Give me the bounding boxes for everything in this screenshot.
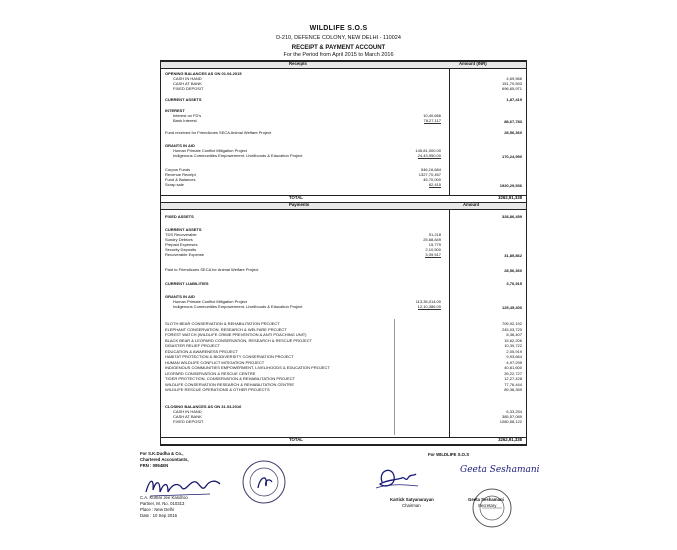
auditor-firm-type: Chartered Accountants,: [140, 457, 189, 462]
project-row-label: HUMAN WILDLIFE CONFLICT MITIGATION PROJECT: [165, 359, 265, 365]
col-amount-2: Amount: [463, 202, 480, 207]
payments-grant-hpc: Human Primate Conflict Mitigation Project: [173, 299, 248, 304]
sundry-debtors: Sundry Debtors: [165, 237, 193, 242]
signing-date: Date : 10 Sep 2016: [140, 513, 178, 518]
interest-total: 88,67,783: [504, 119, 522, 124]
project-row-amount: 40,81,600: [504, 365, 522, 370]
project-row-label: WILDLIFE CONSERVATION RESEARCH & REHABILITATION CENTRE: [165, 381, 294, 387]
project-row-amount: 10,39,722: [504, 343, 522, 348]
auditor-stamp: [240, 458, 288, 506]
statement-title: RECEIPT & PAYMENT ACCOUNT: [291, 45, 386, 51]
current-liabilities: CURRENT LIABILITIES: [165, 281, 209, 286]
project-row-amount: 39,22,727: [504, 370, 522, 376]
receipts-current-assets-amount: 1,87,419: [506, 97, 522, 102]
paid-friendicoes-amount: 28,56,360: [504, 268, 522, 273]
payments-grant-icep: Indigenous Communities Empowerment, Livelihoods & Education Project: [173, 304, 303, 309]
auditor-frn: FRN : 0954EN: [140, 463, 169, 468]
closing-balance-head: CLOSING BALANCES AS ON 31.03.2016: [165, 404, 242, 409]
payments-header: [161, 202, 526, 210]
project-row-amount: 245,03,720: [501, 326, 522, 332]
opening-cash-in-hand-amount: 4,69,566: [506, 76, 522, 81]
partner-name: C.A. Kumar Jee Kandroo: [140, 495, 188, 500]
project-row-label: ELEPHANT CONSERVATION, RESEARCH & WELFARE PROJECT: [165, 326, 287, 332]
project-row-amount: 77,76,444: [504, 381, 522, 387]
opening-fixed-deposit: FIXED DEPOSIT: [173, 86, 204, 91]
payments-grants-head: GRANTS IN AID: [165, 294, 195, 299]
payments-grant-hpc-amount: 113,35,014.00: [415, 299, 441, 304]
secretary-signature: Geeta Seshamani: [460, 465, 540, 475]
for-org: For WILDLIFE S.O.S: [428, 452, 470, 457]
project-row-amount: 2,05,919: [506, 348, 522, 354]
revenue-receipt-amount: 1327,70,457: [418, 172, 441, 177]
secretary-name: Geeta Seshamani: [468, 497, 504, 502]
project-row-amount: 9,93,664: [506, 354, 522, 359]
fixed-assets-amount: 328,86,459: [501, 214, 522, 219]
payments-grant-icep-amount: 12,10,386.00: [417, 304, 441, 309]
project-row-amount: 15,62,206: [504, 337, 522, 343]
project-row-label: BLACK BEAR & LEOPARD CONSERVATION, RESEARCH & RESCUE PROJECT: [165, 337, 313, 343]
payments-grand-total: 3262,91,338: [498, 437, 522, 442]
column-divider: [449, 61, 450, 445]
closing-cash-in-hand: CASH IN HAND: [173, 409, 202, 414]
opening-balance-head: OPENING BALANCES AS ON 01.04.2015: [165, 71, 242, 76]
fund-friendicoes-amount: 28,56,360: [504, 130, 522, 135]
col-receipts: Receipts: [289, 61, 307, 66]
misc-receipts-total: 1920,29,536: [499, 183, 522, 188]
sundry-debtors-amount: 25,68,849: [423, 237, 441, 242]
project-row-label: LEOPARD CONSERVATION & RESCUE CENTRE: [165, 370, 256, 376]
fund-balances: Fund & Balances: [165, 177, 196, 182]
project-row-label: WILDLIFE RESCUE OPERATIONS & OTHER PROJECTS: [165, 387, 270, 392]
statement-period: For the Period from April 2015 to March 2016: [283, 52, 394, 58]
receipts-grant-hpc-amount: 145,81,000.00: [415, 148, 441, 153]
receipts-grants-head: GRANTS IN AID: [165, 143, 195, 148]
closing-cash-in-hand-amount: 6,33,254: [506, 409, 522, 414]
current-liabilities-amount: 3,76,915: [506, 281, 522, 286]
paid-friendicoes: Paid to Friendicoes SECA for Animal Welfare Project: [165, 267, 259, 272]
org-name: WILDLIFE S.O.S: [309, 25, 368, 32]
interest-on-fd-amount: 10,40,666: [423, 113, 441, 118]
receipts-total-label: TOTAL: [289, 195, 303, 200]
payments-total-row: [161, 437, 526, 445]
opening-cash-at-bank: CASH AT BANK: [173, 81, 202, 86]
tds-recoverable-amount: 51,218: [428, 232, 441, 237]
scrap-sale-amount: 82,415: [428, 182, 441, 187]
project-row-amount: 8,36,407: [506, 332, 522, 337]
closing-cash-at-bank-amount: 385,57,089: [501, 414, 522, 419]
receipts-grant-icep-amount: 24,43,950.00: [417, 153, 441, 158]
chairman-signature: [372, 462, 420, 494]
project-row-label: TIGER PROTECTION, CONSERVATION & REHABILITATION PROJECT: [165, 376, 296, 381]
fixed-assets: FIXED ASSETS: [165, 214, 194, 219]
payments-total-label: TOTAL: [289, 437, 303, 442]
receipts-grant-hpc: Human Primate Conflict Mitigation Project: [173, 148, 248, 153]
auditor-firm: For S.K.Dudha & Co.,: [140, 451, 184, 456]
payments-grants-total: 125,45,400: [501, 305, 522, 310]
chairman-name: Kartick Satyanarayan: [390, 497, 434, 502]
receipts-grants-total: 170,24,950: [501, 154, 522, 159]
recoverable-expense-amount: 3,39,517: [425, 252, 441, 257]
receipts-grand-total: 3262,91,338: [498, 195, 522, 200]
project-row-label: FOREST WATCH (WILDLIFE CRIME PREVENTION & ANTI POACHING UNIT): [165, 332, 307, 337]
col-amount: Amount (INR): [459, 61, 487, 66]
recoverable-expense: Recoverable Expense: [165, 252, 205, 257]
subcolumn-divider: [394, 319, 395, 435]
interest-head: INTEREST: [165, 108, 185, 113]
project-row-label: DISASTER RELIEF PROJECT: [165, 343, 220, 348]
partner-membership: Partner, M. No. 010313: [140, 501, 185, 506]
bank-interest-amount: 78,27,117: [423, 118, 441, 123]
corpus-funds: Corpus Funds: [165, 167, 191, 172]
scrap-sale: Scrap sale: [165, 182, 184, 187]
security-deposits: Security Deposits: [165, 247, 197, 252]
project-row-label: HABITAT PROTECTION & BIODIVERSITY CONSERVATION PROJECT: [165, 354, 294, 359]
prepaid-expenses-amount: 15,779: [428, 242, 441, 247]
payments-current-assets: CURRENT ASSETS: [165, 227, 202, 232]
fund-balances-amount: 45,70,000: [423, 177, 441, 182]
opening-cash-in-hand: CASH IN HAND: [173, 76, 202, 81]
project-row-label: EDUCATION & AWARENESS PROJECT: [165, 348, 238, 354]
opening-cash-at-bank-amount: 151,70,593: [501, 81, 522, 86]
signing-place: Place : New Delhi: [140, 507, 174, 512]
receipts-header: [161, 61, 526, 69]
corpus-funds-amount: 546,16,684: [420, 167, 441, 172]
opening-fixed-deposit-amount: 696,65,971: [501, 86, 522, 91]
payments-current-assets-total: 31,85,862: [504, 253, 522, 258]
col-payments: Payments: [289, 202, 310, 207]
project-row-label: SLOTH BEAR CONSERVATION & REHABILITATION PROJECT: [165, 321, 280, 326]
chairman-title: Chairman: [402, 503, 421, 508]
project-row-amount: 4,97,295: [506, 359, 522, 365]
closing-fixed-deposit-amount: 1080,58,122: [499, 419, 522, 424]
closing-fixed-deposit: FIXED DEPOSIT: [173, 419, 204, 424]
org-address: D-210, DEFENCE COLONY, NEW DELHI - 110024: [276, 35, 401, 41]
closing-cash-at-bank: CASH AT BANK: [173, 414, 202, 419]
tds-recoverable: TDS Recoverable: [165, 232, 197, 237]
revenue-receipt: Revenue Receipt: [165, 172, 196, 177]
secretary-title: Secretary: [478, 503, 497, 508]
project-row-amount: 705,92,192: [501, 321, 522, 326]
bank-interest: Bank Interest: [173, 118, 197, 123]
security-deposits-amount: 2,10,500: [425, 247, 441, 252]
interest-on-fd: Interest on FD's: [173, 113, 202, 118]
receipts-current-assets: CURRENT ASSETS: [165, 97, 202, 102]
project-row-amount: 12,27,428: [504, 376, 522, 381]
project-row-label: INDIGENOUS COMMUNITIES EMPOWERMENT, LIVELIHOODS & EDUCATION PROJECT: [165, 365, 330, 370]
receipts-grant-icep: Indigenous Communities Empowerment, Livelihoods & Education Project: [173, 153, 303, 158]
project-row-amount: 89,36,359: [504, 387, 522, 392]
receipt-payment-table: [160, 60, 527, 446]
fund-friendicoes: Fund received for Friendicoes SECA Animal Welfare Project: [165, 130, 272, 135]
prepaid-expenses: Prepaid Expenses: [165, 242, 198, 247]
